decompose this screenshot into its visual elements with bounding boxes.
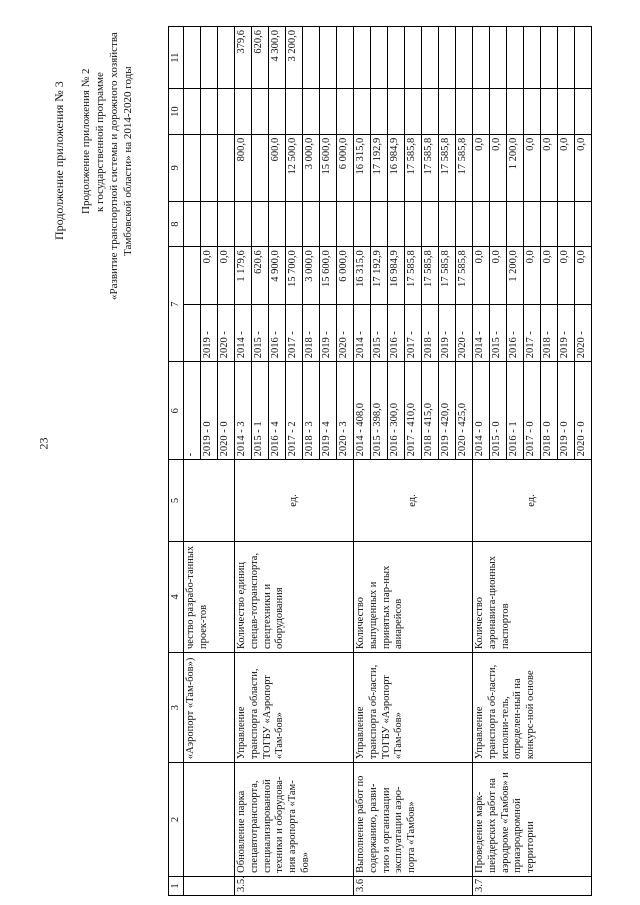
- target-value: -: [184, 362, 201, 460]
- local-budget: [405, 89, 422, 134]
- local-budget: [575, 89, 592, 134]
- funding-year: [184, 304, 201, 361]
- federal-budget: [201, 201, 218, 246]
- extrabudget: [524, 27, 541, 89]
- extrabudget: [473, 27, 490, 89]
- measure-name: Обновление парка спецавтотранспорта, специализированной техники и оборудова-ния аэропорта «Там-бов»: [235, 763, 354, 877]
- executor: Управление транспорта области, ТОГБУ «Аэропорт «Там-бов»: [235, 653, 354, 763]
- funding-year: 2016 -: [388, 304, 405, 361]
- funding-total: 4 900,0: [269, 247, 286, 304]
- extrabudget: [456, 27, 473, 89]
- local-budget: [320, 89, 337, 134]
- regional-budget: 3 000,0: [303, 134, 320, 201]
- funding-total: 3 000,0: [303, 247, 320, 304]
- federal-budget: [252, 201, 269, 246]
- funding-year: 2015 -: [371, 304, 388, 361]
- funding-total: 0,0: [201, 247, 218, 304]
- funding-year: 2020 -: [337, 304, 354, 361]
- local-budget: [201, 89, 218, 134]
- local-budget: [388, 89, 405, 134]
- funding-year: 2014 -: [235, 304, 252, 361]
- program-table: [168, 26, 592, 896]
- local-budget: [507, 89, 524, 134]
- funding-year: 2018 -: [541, 304, 558, 361]
- local-budget: [337, 89, 354, 134]
- regional-budget: [184, 134, 201, 201]
- measure-name: Выполнение работ по содержанию, разви-тию и организации эксплуатации аэро-порта «Тамбов»: [354, 763, 473, 877]
- header-line-3: к государственной программе: [94, 72, 106, 212]
- target-value: 2019 - 0: [558, 362, 575, 460]
- funding-total: 0,0: [541, 247, 558, 304]
- target-value: 2018 - 415,0: [422, 362, 439, 460]
- target-value: 2017 - 410,0: [405, 362, 422, 460]
- extrabudget: [558, 27, 575, 89]
- funding-year: 2020 -: [218, 304, 235, 361]
- funding-year: 2016 -: [507, 304, 524, 361]
- local-budget: [371, 89, 388, 134]
- federal-budget: [337, 201, 354, 246]
- header-line-4: «Развитие транспортной системы и дорожного хозяйства: [108, 32, 120, 300]
- extrabudget: 3 200,0: [286, 27, 303, 89]
- funding-total: 1 179,6: [235, 247, 252, 304]
- local-budget: [286, 89, 303, 134]
- extrabudget: [184, 27, 201, 89]
- header-line-5: Тамбовской области» на 2014-2020 годы: [122, 66, 134, 256]
- regional-budget: 17 585,8: [405, 134, 422, 201]
- funding-total: 16 315,0: [354, 247, 371, 304]
- federal-budget: [320, 201, 337, 246]
- funding-year: 2016 -: [269, 304, 286, 361]
- funding-year: 2017 -: [405, 304, 422, 361]
- regional-budget: [218, 134, 235, 201]
- extrabudget: [405, 27, 422, 89]
- extrabudget: [507, 27, 524, 89]
- federal-budget: [388, 201, 405, 246]
- funding-total: 17 585,8: [456, 247, 473, 304]
- target-value: 2017 - 2: [286, 362, 303, 460]
- indicator: Количество выпущенных и принятых пар-ных авиарейсов: [354, 541, 473, 652]
- funding-total: 0,0: [473, 247, 490, 304]
- regional-budget: 16 315,0: [354, 134, 371, 201]
- federal-budget: [490, 201, 507, 246]
- col-number: 7: [169, 247, 184, 362]
- funding-total: 620,6: [252, 247, 269, 304]
- regional-budget: 16 984,9: [388, 134, 405, 201]
- table-body: [169, 27, 592, 896]
- executor: «Аэропорт «Там-бов»): [184, 653, 235, 763]
- target-value: 2020 - 0: [218, 362, 235, 460]
- funding-year: 2015 -: [252, 304, 269, 361]
- regional-budget: 1 200,0: [507, 134, 524, 201]
- indicator: Количество аэронавига-ционных паспортов: [473, 541, 592, 652]
- local-budget: [303, 89, 320, 134]
- col-number: 5: [169, 460, 184, 541]
- regional-budget: 17 585,8: [422, 134, 439, 201]
- regional-budget: 0,0: [524, 134, 541, 201]
- funding-year: 2020 -: [575, 304, 592, 361]
- local-budget: [558, 89, 575, 134]
- executor: Управление транспорта об-ласти, ТОГБУ «Аэропорт «Там-бов»: [354, 653, 473, 763]
- unit: ед.: [354, 460, 473, 541]
- federal-budget: [235, 201, 252, 246]
- local-budget: [184, 89, 201, 134]
- target-value: 2017 - 0: [524, 362, 541, 460]
- target-value: 2015 - 0: [490, 362, 507, 460]
- col-number: 10: [169, 89, 184, 134]
- funding-total: 0,0: [490, 247, 507, 304]
- local-budget: [218, 89, 235, 134]
- target-value: 2019 - 4: [320, 362, 337, 460]
- section-number: 3.6: [354, 876, 473, 895]
- page-number: 23: [36, 437, 51, 450]
- funding-total: 17 192,9: [371, 247, 388, 304]
- funding-year: 2019 -: [439, 304, 456, 361]
- local-budget: [473, 89, 490, 134]
- local-budget: [524, 89, 541, 134]
- extrabudget: [422, 27, 439, 89]
- funding-year: 2014 -: [354, 304, 371, 361]
- funding-year: 2020 -: [456, 304, 473, 361]
- regional-budget: 0,0: [558, 134, 575, 201]
- target-value: 2015 - 1: [252, 362, 269, 460]
- table-row: [354, 27, 371, 896]
- local-budget: [235, 89, 252, 134]
- local-budget: [252, 89, 269, 134]
- header-line-2: Продолжение приложения № 2: [80, 68, 92, 214]
- target-value: 2020 - 0: [575, 362, 592, 460]
- regional-budget: 0,0: [490, 134, 507, 201]
- section-number: 3.7: [473, 876, 592, 895]
- header-line-1: Продолжение приложения № 3: [52, 81, 66, 240]
- target-value: 2019 - 0: [201, 362, 218, 460]
- funding-year: 2019 -: [558, 304, 575, 361]
- regional-budget: 17 192,9: [371, 134, 388, 201]
- target-value: 2014 - 3: [235, 362, 252, 460]
- table-row: [235, 27, 252, 896]
- local-budget: [541, 89, 558, 134]
- local-budget: [439, 89, 456, 134]
- federal-budget: [541, 201, 558, 246]
- funding-total: 1 200,0: [507, 247, 524, 304]
- indicator: Количество единиц спецав-тотранспорта, спецтехники и оборудования: [235, 541, 354, 652]
- funding-total: 16 984,9: [388, 247, 405, 304]
- unit: ед.: [235, 460, 354, 541]
- target-value: 2016 - 1: [507, 362, 524, 460]
- federal-budget: [269, 201, 286, 246]
- extrabudget: [320, 27, 337, 89]
- col-number: 1: [169, 876, 184, 895]
- regional-budget: [252, 134, 269, 201]
- funding-total: 6 000,0: [337, 247, 354, 304]
- executor: Управление транспорта об-ласти, исполни-тель, определен-ный на конкурс-ной основе: [473, 653, 592, 763]
- target-value: 2014 - 408,0: [354, 362, 371, 460]
- federal-budget: [575, 201, 592, 246]
- regional-budget: 17 585,8: [456, 134, 473, 201]
- regional-budget: 6 000,0: [337, 134, 354, 201]
- measure-name: [184, 763, 235, 877]
- funding-total: 0,0: [575, 247, 592, 304]
- target-value: 2016 - 300,0: [388, 362, 405, 460]
- target-value: 2019 - 420,0: [439, 362, 456, 460]
- extrabudget: [337, 27, 354, 89]
- federal-budget: [439, 201, 456, 246]
- funding-year: 2015 -: [490, 304, 507, 361]
- regional-budget: 0,0: [575, 134, 592, 201]
- target-value: 2016 - 4: [269, 362, 286, 460]
- funding-total: 17 585,8: [439, 247, 456, 304]
- col-number: 2: [169, 763, 184, 877]
- funding-total: 15 700,0: [286, 247, 303, 304]
- federal-budget: [371, 201, 388, 246]
- regional-budget: 17 585,8: [439, 134, 456, 201]
- extrabudget: [388, 27, 405, 89]
- unit: ед.: [473, 460, 592, 541]
- extrabudget: [201, 27, 218, 89]
- federal-budget: [507, 201, 524, 246]
- federal-budget: [524, 201, 541, 246]
- local-budget: [456, 89, 473, 134]
- target-value: 2015 - 398,0: [371, 362, 388, 460]
- table-row: [473, 27, 490, 896]
- federal-budget: [303, 201, 320, 246]
- regional-budget: 0,0: [541, 134, 558, 201]
- section-number: 3.5.: [235, 876, 354, 895]
- extrabudget: 620,6: [252, 27, 269, 89]
- funding-total: 0,0: [218, 247, 235, 304]
- target-value: 2020 - 3: [337, 362, 354, 460]
- local-budget: [269, 89, 286, 134]
- target-value: 2018 - 0: [541, 362, 558, 460]
- unit: [184, 460, 235, 541]
- funding-total: 15 600,0: [320, 247, 337, 304]
- federal-budget: [405, 201, 422, 246]
- extrabudget: [218, 27, 235, 89]
- regional-budget: 12 500,0: [286, 134, 303, 201]
- section-number: [184, 876, 235, 895]
- funding-total: [184, 247, 201, 304]
- funding-total: 17 585,8: [422, 247, 439, 304]
- regional-budget: 15 600,0: [320, 134, 337, 201]
- funding-year: 2018 -: [303, 304, 320, 361]
- col-number: 3: [169, 653, 184, 763]
- extrabudget: 379,6: [235, 27, 252, 89]
- local-budget: [490, 89, 507, 134]
- extrabudget: [439, 27, 456, 89]
- target-value: 2014 - 0: [473, 362, 490, 460]
- federal-budget: [286, 201, 303, 246]
- col-number: 4: [169, 541, 184, 652]
- extrabudget: [371, 27, 388, 89]
- federal-budget: [473, 201, 490, 246]
- local-budget: [422, 89, 439, 134]
- measure-name: Проведение марк-шейдерских работ на аэродроме «Тамбов» и приаэродромной территории: [473, 763, 592, 877]
- funding-year: 2017 -: [524, 304, 541, 361]
- funding-year: 2019 -: [320, 304, 337, 361]
- federal-budget: [218, 201, 235, 246]
- funding-year: 2017 -: [286, 304, 303, 361]
- extrabudget: [490, 27, 507, 89]
- regional-budget: [201, 134, 218, 201]
- funding-total: 0,0: [558, 247, 575, 304]
- federal-budget: [354, 201, 371, 246]
- funding-year: 2019 -: [201, 304, 218, 361]
- federal-budget: [558, 201, 575, 246]
- funding-total: 0,0: [524, 247, 541, 304]
- federal-budget: [184, 201, 201, 246]
- extrabudget: [541, 27, 558, 89]
- local-budget: [354, 89, 371, 134]
- rotated-table-wrapper: [168, 26, 592, 896]
- target-value: 2020 - 425,0: [456, 362, 473, 460]
- funding-total: 17 585,8: [405, 247, 422, 304]
- extrabudget: [354, 27, 371, 89]
- extrabudget: [303, 27, 320, 89]
- target-value: 2018 - 3: [303, 362, 320, 460]
- col-number: 6: [169, 362, 184, 460]
- extrabudget: 4 300,0: [269, 27, 286, 89]
- indicator: чество разрабо-танных проек-тов: [184, 541, 235, 652]
- funding-year: 2014 -: [473, 304, 490, 361]
- regional-budget: 0,0: [473, 134, 490, 201]
- col-number: 8: [169, 201, 184, 246]
- table-row: [184, 27, 201, 896]
- col-number: 11: [169, 27, 184, 89]
- regional-budget: 600,0: [269, 134, 286, 201]
- column-number-row: [169, 27, 184, 896]
- regional-budget: 800,0: [235, 134, 252, 201]
- funding-year: 2018 -: [422, 304, 439, 361]
- col-number: 9: [169, 134, 184, 201]
- extrabudget: [575, 27, 592, 89]
- federal-budget: [422, 201, 439, 246]
- federal-budget: [456, 201, 473, 246]
